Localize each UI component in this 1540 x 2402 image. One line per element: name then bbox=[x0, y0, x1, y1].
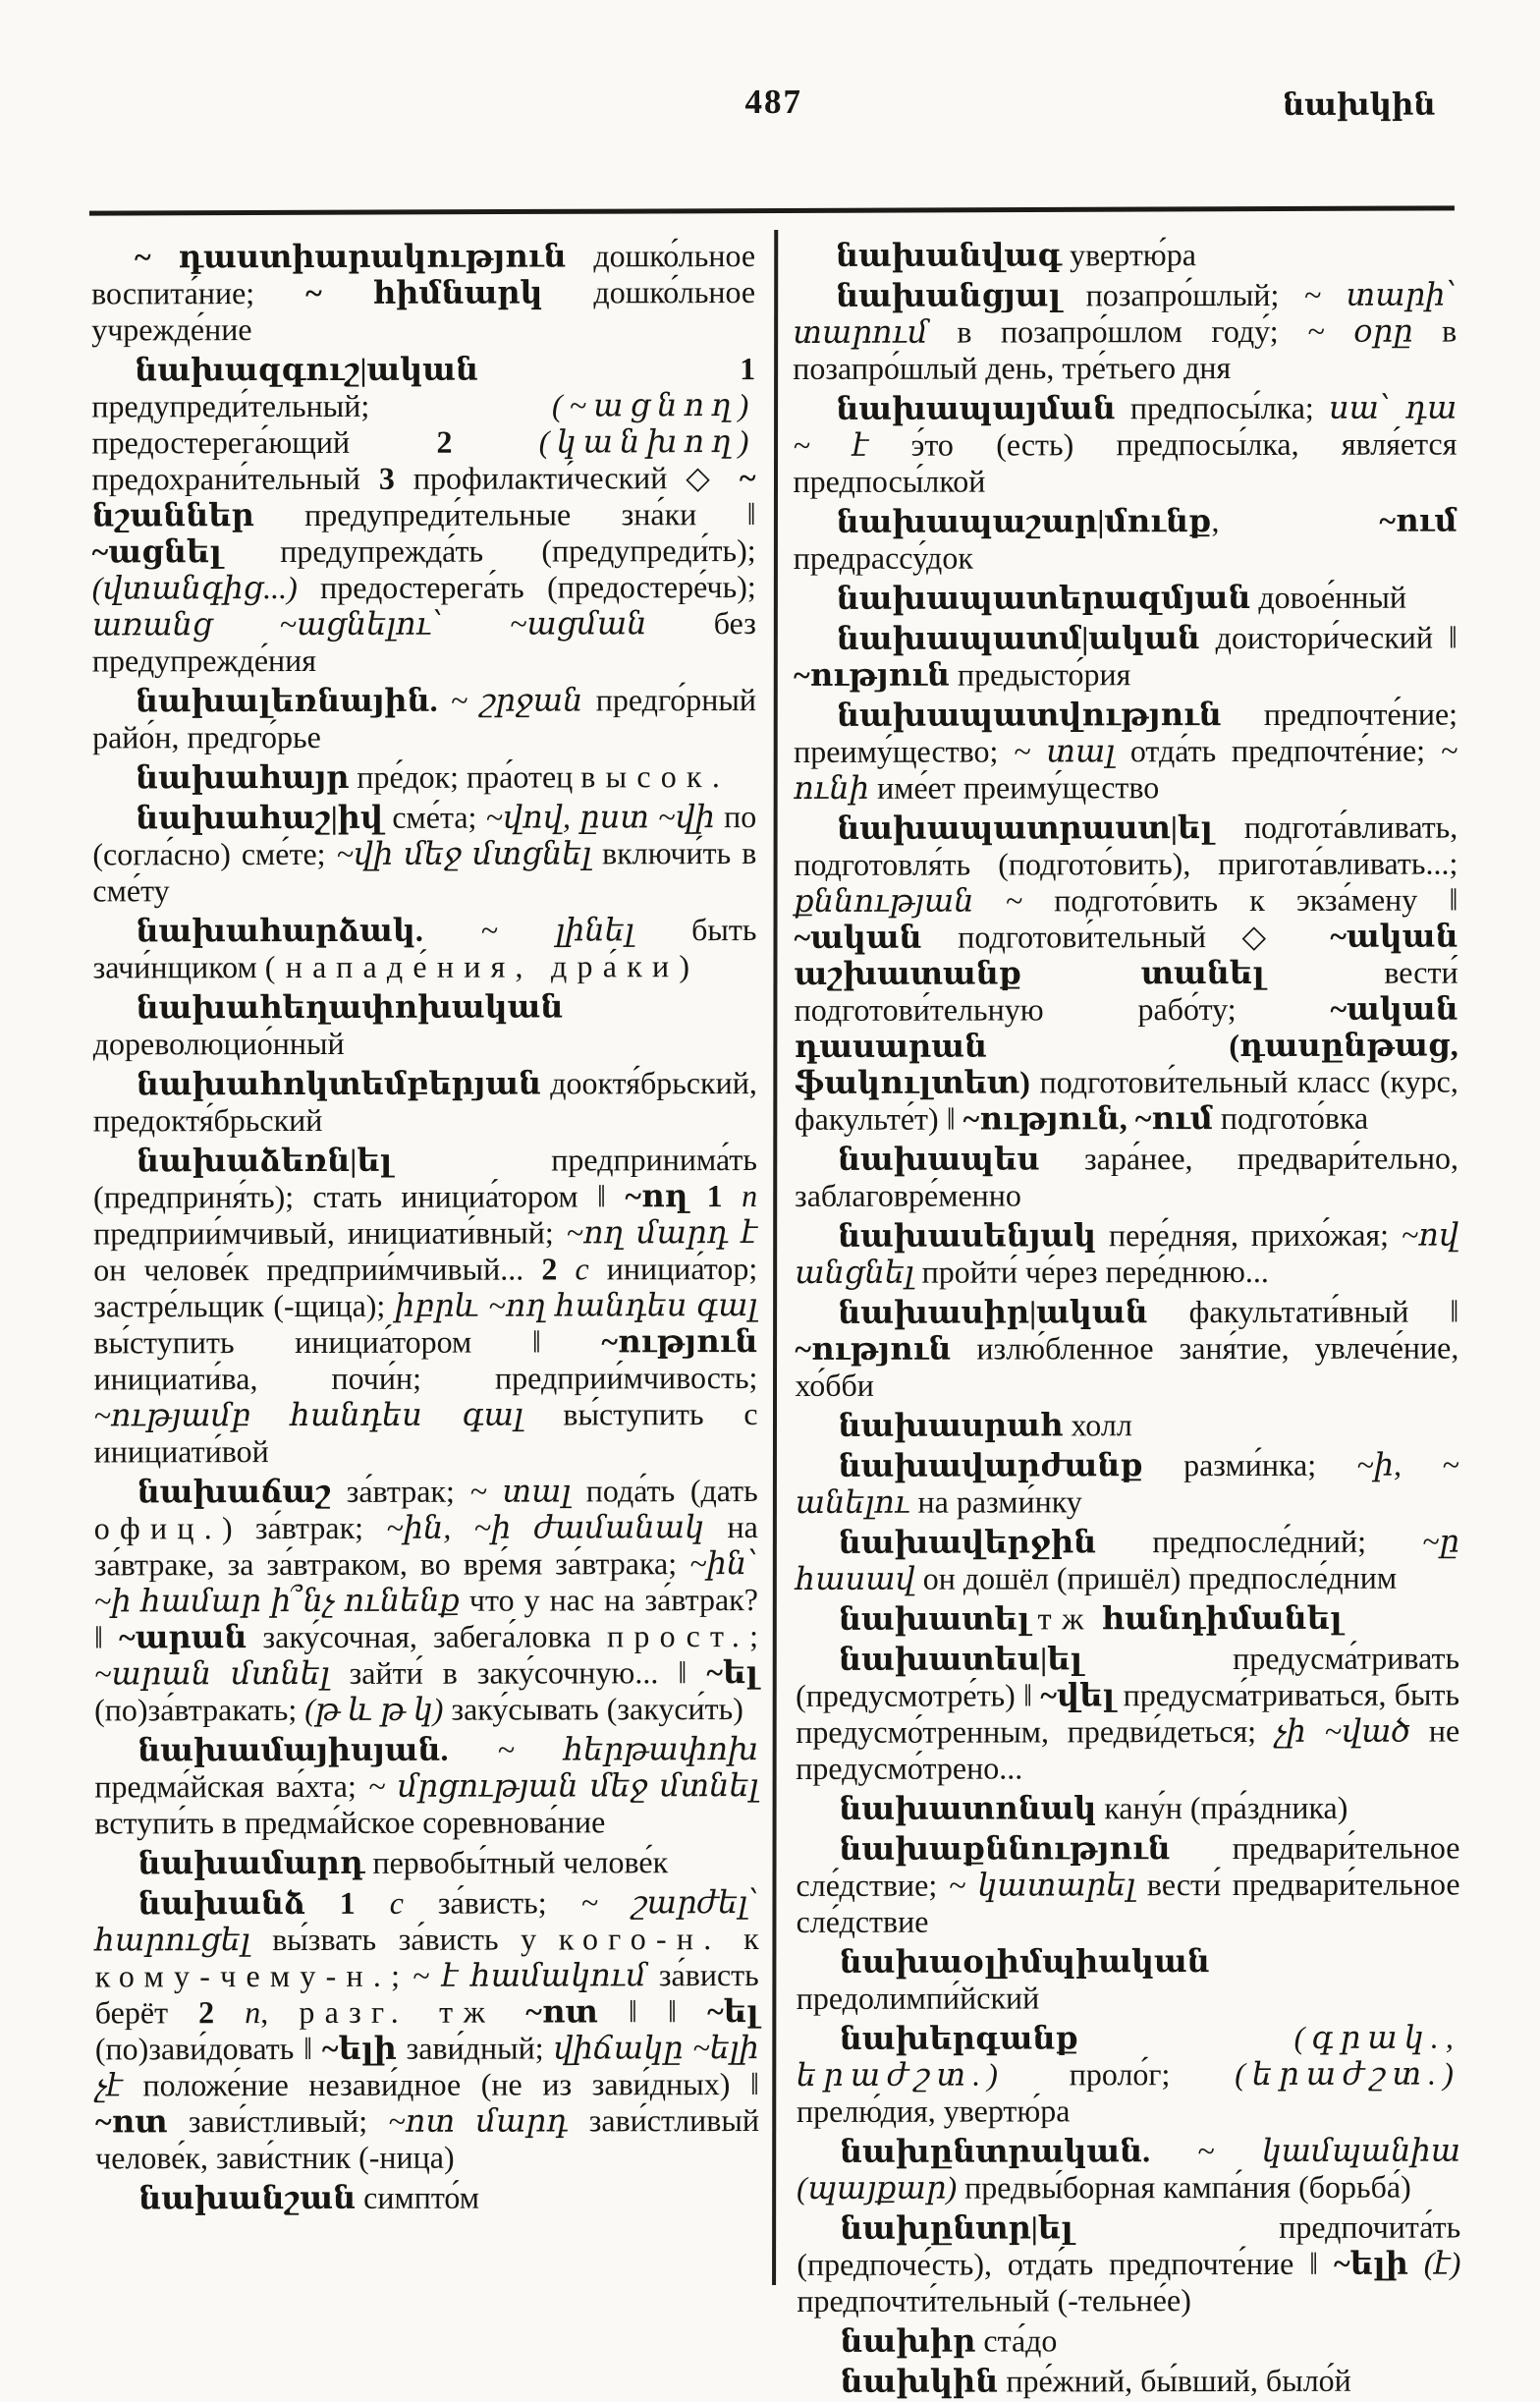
text-run: подготови́тельный класс (курс, факульте́т) ‖ bbox=[794, 1063, 1458, 1137]
headword-bold-run: ~ական դասարան (դասընթաց, ֆակուլտետ) bbox=[794, 990, 1458, 1100]
dictionary-entry bbox=[95, 1884, 760, 2176]
dictionary-entry bbox=[92, 682, 756, 755]
text-run: высок. bbox=[580, 758, 731, 795]
text-run: включи́ть в сме́ту bbox=[92, 835, 757, 909]
text-run: ; bbox=[749, 1618, 759, 1654]
text-run: не предусмо́трено... bbox=[796, 1712, 1460, 1786]
headword-bold-run: ~ելի bbox=[1333, 2245, 1408, 2281]
headword-bold-run: նախապատվություն bbox=[836, 697, 1222, 733]
text-run: предпочти́тельный (-тельне́е) bbox=[797, 2282, 1191, 2318]
text-run: предусма́триваться, быть предусмо́тренным, предви́деться; bbox=[796, 1676, 1460, 1750]
text-run: дореволюцио́нный bbox=[92, 1025, 345, 1062]
text-run: кому-чему-н. bbox=[94, 1957, 392, 1994]
text-run: ~ող մարդ է bbox=[566, 1214, 758, 1251]
text-run: (~ացնող) bbox=[551, 387, 756, 423]
headword-bold-run: ~ոտ bbox=[525, 1993, 598, 2030]
text-run: ~ի, ~ անելու bbox=[795, 1446, 1459, 1520]
text-run: в позапро́шлом году́; bbox=[927, 312, 1308, 350]
text-run bbox=[557, 1251, 575, 1286]
headword-bold-run: նախաճաշ bbox=[137, 1473, 332, 1510]
text-run bbox=[723, 1178, 742, 1213]
headword-bold-run: նախապատմ|ական bbox=[836, 620, 1200, 656]
headword-bold-run: նախանշան bbox=[138, 2179, 357, 2216]
text-run: ~ շրջան bbox=[450, 682, 583, 718]
text-run: на за́втраке, за за́втраком, во вре́мя за́втрака; bbox=[93, 1509, 758, 1583]
text-run bbox=[478, 351, 740, 387]
text-run: доистори́ческий ‖ bbox=[1199, 619, 1458, 656]
text-run: по (согла́сно) сме́те; bbox=[92, 799, 757, 872]
text-run: ~ին՝ ~ի համար ի՞նչ ունենք bbox=[93, 1545, 758, 1619]
dictionary-entry bbox=[94, 1731, 758, 1841]
text-run: инициати́ва, почи́н; предприи́мчивость; bbox=[93, 1360, 758, 1397]
dictionary-entry bbox=[795, 1294, 1458, 1404]
running-headword: նախկին bbox=[1282, 86, 1436, 122]
text-run: прост. bbox=[606, 1618, 750, 1654]
headword-bold-run: նախապայման bbox=[836, 390, 1116, 426]
text-run: первобы́тный челове́к bbox=[364, 1844, 669, 1880]
text-run: предвари́тельное сле́дствие; bbox=[796, 1829, 1460, 1903]
headword-bold-run: ~արան bbox=[119, 1619, 248, 1655]
text-run: ~ հերթափոխ bbox=[497, 1731, 759, 1767]
dictionary-entry bbox=[94, 1473, 759, 1728]
text-run: офиц. bbox=[93, 1510, 222, 1546]
dictionary-entry bbox=[794, 697, 1458, 807]
headword-bold-run: 1 bbox=[339, 1884, 356, 1921]
text-run bbox=[1078, 2020, 1294, 2055]
headword-bold-run: հանդիմանել bbox=[1101, 1599, 1343, 1637]
headword-bold-run: ~ություն, ~ում bbox=[962, 1100, 1213, 1137]
dictionary-entry bbox=[797, 2133, 1460, 2206]
text-run: предостерега́ющий bbox=[91, 423, 437, 461]
dictionary-entry bbox=[797, 2322, 1460, 2360]
text-run: ) за́втрак; bbox=[221, 1509, 387, 1546]
headword-bold-run: նախաօլիմպիական bbox=[839, 1943, 1210, 1980]
headword-bold-run: նախերգանք bbox=[839, 2020, 1078, 2056]
text-run: предпосы́лка; bbox=[1115, 389, 1330, 426]
text-run: предохрани́тельный bbox=[91, 460, 379, 497]
headword-bold-run: նախավերջին bbox=[838, 1524, 1097, 1560]
headword-bold-run: ~ նշաններ bbox=[91, 460, 756, 533]
headword-bold-run: ~ական bbox=[794, 919, 922, 955]
headword-bold-run: ~ դաստիարակություն bbox=[134, 238, 567, 275]
text-run: предго́рный райо́н, предго́рье bbox=[92, 682, 757, 755]
text-run: зави́стливый; bbox=[167, 2102, 389, 2140]
headword-bold-run: նախահայր bbox=[136, 758, 350, 796]
text-run bbox=[495, 1994, 525, 2030]
headword-bold-run: ~ություն bbox=[795, 1330, 952, 1367]
text-run: ~ին, ~ի ժամանակ bbox=[386, 1509, 705, 1545]
text-run: дошко́льное учрежде́ние bbox=[91, 274, 756, 348]
dictionary-entry bbox=[92, 912, 756, 985]
text-run: п bbox=[742, 1178, 758, 1214]
text-run: с bbox=[575, 1251, 589, 1287]
headword-bold-run: նախատոնակ bbox=[839, 1790, 1097, 1826]
text-run: довое́нный bbox=[1250, 579, 1407, 615]
text-run: вы́ступить с инициати́вой bbox=[93, 1396, 758, 1470]
headword-bold-run: 3 bbox=[378, 460, 395, 496]
headword-bold-run: նախամայիսյան. bbox=[138, 1731, 449, 1768]
text-run: (երաժշտ.) bbox=[1235, 2055, 1460, 2093]
text-run bbox=[1150, 2133, 1197, 2168]
text-run: профилакти́ческий ◇ bbox=[394, 460, 740, 496]
text-run: , bbox=[1211, 502, 1380, 539]
headword-bold-run: ~ելի bbox=[321, 2030, 397, 2066]
text-run: ~ տալ bbox=[1014, 733, 1116, 769]
headword-bold-run: ~վել bbox=[1040, 1677, 1116, 1713]
text-run: име́ет преиму́щество bbox=[869, 769, 1160, 806]
text-run: заку́сывать (закуси́ть) bbox=[443, 1691, 743, 1727]
headword-bold-run: նախահոկտեմբերյան bbox=[136, 1065, 542, 1102]
text-run: предупреди́тельные зна́ки ‖ bbox=[253, 496, 756, 533]
headword-bold-run: 2 bbox=[541, 1251, 558, 1287]
dictionary-entry bbox=[91, 238, 755, 348]
text-run: (թ և թ կ) bbox=[304, 1691, 444, 1727]
dictionary-entry bbox=[798, 2363, 1461, 2400]
headword-bold-run: նախընտրական. bbox=[840, 2133, 1151, 2169]
text-run: (է) bbox=[1423, 2245, 1461, 2281]
text-run: он дошёл (пришёл) предпосле́дним bbox=[914, 1559, 1398, 1596]
text-run bbox=[448, 1732, 497, 1767]
text-run: предпочита́ть (предпоче́сть), отда́ть предпочте́ние ‖ bbox=[797, 2208, 1461, 2282]
text-run: (по)за́втракать; bbox=[94, 1691, 305, 1728]
headword-bold-run: ~ել bbox=[706, 1654, 759, 1691]
headword-bold-run: նախասենյակ bbox=[838, 1217, 1097, 1254]
headword-bold-run: նախատես|ել bbox=[838, 1641, 1083, 1677]
text-run: вы́звать за́висть у bbox=[249, 1921, 559, 1958]
text-run: подгото́вка bbox=[1212, 1099, 1369, 1137]
headword-bold-run: նախանցյալ bbox=[836, 277, 1062, 313]
text-run: за́висть берёт bbox=[94, 1957, 759, 2031]
headword-bold-run: ~ություն bbox=[793, 656, 951, 693]
dictionary-entry bbox=[793, 237, 1457, 274]
text-run: заку́сочная, забега́ловка bbox=[247, 1618, 607, 1655]
headword-bold-run: նախալեռնային. bbox=[135, 682, 438, 719]
text-run: пере́дняя, прихо́жая; bbox=[1096, 1216, 1402, 1254]
dictionary-entry bbox=[94, 1844, 758, 1881]
dictionary-entry bbox=[795, 1141, 1458, 1214]
text-run bbox=[1094, 1600, 1102, 1636]
headword-bold-run: ~ում bbox=[1379, 502, 1458, 538]
text-run: что у нас на за́втрак? ‖ bbox=[93, 1582, 758, 1655]
text-run: ~ով անցնել bbox=[795, 1216, 1459, 1290]
headword-bold-run: ~ացնել bbox=[91, 533, 222, 570]
dictionary-entry bbox=[794, 620, 1458, 694]
headword-bold-run: ~ոտ bbox=[94, 2103, 168, 2140]
text-run: он челове́к предприи́мчивый... bbox=[93, 1251, 542, 1288]
text-run: факультати́вный ‖ bbox=[1147, 1293, 1459, 1330]
text-run bbox=[356, 1885, 390, 1921]
text-run: вы́ступить инициа́тором ‖ bbox=[93, 1323, 602, 1361]
text-run: быть зачи́нщиком bbox=[92, 912, 757, 985]
text-run: предысто́рия bbox=[949, 656, 1131, 693]
text-run: ~ ունի bbox=[794, 732, 1458, 806]
dictionary-entry bbox=[797, 2209, 1460, 2319]
text-run: ~ մրցության մեջ մտնել bbox=[368, 1767, 759, 1804]
headword-bold-run: նախատել bbox=[838, 1600, 1030, 1637]
text-run: ~ շարժել՝ հարուցել bbox=[94, 1884, 759, 1958]
text-run: ~ օրը bbox=[1307, 312, 1413, 349]
headword-bold-run: նախաձեռն|ել bbox=[136, 1142, 393, 1179]
dictionary-entry bbox=[795, 1217, 1458, 1291]
text-run: ‖ ‖ bbox=[597, 1993, 708, 2030]
text-run: подгото́вить к экза́мену ‖ bbox=[1022, 881, 1458, 919]
text-run: (կանխող) bbox=[538, 423, 756, 460]
dictionary-entry bbox=[797, 2020, 1460, 2130]
dictionary-entry bbox=[93, 988, 757, 1062]
text-run: предупрежда́ть (предупреди́ть); bbox=[221, 532, 756, 570]
text-run: предпочте́ние; преиму́щество; bbox=[794, 696, 1458, 769]
headword-bold-run: նախազգուշ|ական bbox=[135, 351, 479, 388]
dictionary-entry bbox=[95, 2179, 759, 2216]
text-run: сме́та; bbox=[383, 799, 486, 835]
text-run: пре́док; пра́отец bbox=[349, 758, 581, 795]
dictionary-entry bbox=[793, 390, 1457, 500]
dictionary-entry bbox=[796, 1524, 1459, 1597]
text-run: предма́йская ва́хта; bbox=[94, 1767, 369, 1805]
text-run: предвы́борная кампа́ния (борьба́) bbox=[957, 2168, 1411, 2206]
headword-bold-run: նախահաշ|իվ bbox=[136, 799, 384, 836]
text-run: ~ տալ bbox=[469, 1473, 572, 1509]
dictionary-entry bbox=[796, 1447, 1459, 1521]
text-run: разг. bbox=[299, 1993, 409, 2031]
text-run: дооктя́брьский, предоктя́брьский bbox=[92, 1065, 757, 1139]
dictionary-entry bbox=[797, 1943, 1460, 2017]
headword-bold-run: 1 bbox=[706, 1178, 723, 1214]
text-run: зайти́ в заку́сочную... ‖ bbox=[329, 1654, 707, 1691]
text-run: за́висть; bbox=[403, 1884, 581, 1921]
dictionary-entry bbox=[91, 351, 756, 679]
text-run: предупреди́тельный; bbox=[91, 387, 553, 424]
text-run bbox=[688, 1178, 706, 1213]
text-run: с bbox=[389, 1884, 404, 1921]
headword-bold-run: ~ող bbox=[625, 1178, 688, 1214]
text-run: ; bbox=[391, 1957, 412, 1993]
headword-bold-run: 2 bbox=[436, 423, 453, 460]
headword-bold-run: նախասիր|ական bbox=[838, 1294, 1148, 1330]
text-run: ~ությամբ հանդես գալ bbox=[93, 1396, 523, 1433]
text-run: симпто́м bbox=[356, 2179, 480, 2215]
text-run: позапро́шлый; bbox=[1061, 276, 1304, 313]
text-run bbox=[438, 683, 451, 718]
text-run: отда́ть предпочте́ние; bbox=[1115, 732, 1441, 769]
text-run: излю́бленное заня́тие, увлече́ние, хо́бби bbox=[795, 1329, 1459, 1403]
dictionary-entry bbox=[793, 277, 1457, 387]
dictionary-entry bbox=[93, 1142, 758, 1470]
text-run: ~ կամպանիա (պայքար) bbox=[797, 2132, 1461, 2206]
text-run bbox=[1030, 1600, 1038, 1636]
text-run: (գրակ., երաժշտ.) bbox=[796, 2019, 1460, 2093]
text-run: (нападе́ния, дра́ки) bbox=[264, 948, 700, 985]
headword-bold-run: նախահարձակ. bbox=[136, 912, 423, 949]
text-run: разми́нка; bbox=[1142, 1446, 1357, 1483]
headword-bold-run: նախապես bbox=[837, 1141, 1040, 1177]
dictionary-entry bbox=[796, 1790, 1459, 1827]
headword-bold-run: 2 bbox=[198, 1994, 215, 2031]
dictionary-entry bbox=[796, 1600, 1459, 1638]
text-run: вести́ подготови́тельную рабо́ту; bbox=[794, 954, 1458, 1028]
dictionary-entry bbox=[794, 580, 1458, 617]
headword-bold-run: նախամարդ bbox=[138, 1844, 365, 1881]
text-run: վիճակը ~ելի չէ bbox=[94, 2030, 759, 2103]
text-run: инициа́тор; застре́льщик (-щица); bbox=[93, 1251, 758, 1324]
text-run: зави́дный; bbox=[396, 2030, 554, 2066]
headword-bold-run: նախապատրաստ|ել bbox=[837, 810, 1213, 846]
text-run: кану́н (пра́здника) bbox=[1096, 1789, 1348, 1826]
dictionary-entry bbox=[794, 503, 1458, 577]
dictionary-entry bbox=[794, 810, 1458, 1138]
text-run: подгота́вливать, подготовля́ть (подгото́вить), пригота́вливать...; bbox=[794, 809, 1458, 882]
text-run: э́то (есть) предпосы́лка, явля́ется предпосы́лкой bbox=[793, 425, 1458, 499]
text-run: проло́г; bbox=[1004, 2056, 1236, 2093]
headword-bold-run: նախաքննություն bbox=[839, 1830, 1171, 1867]
left-column bbox=[91, 238, 759, 2216]
headword-bold-run: նախկին bbox=[840, 2363, 999, 2399]
text-run bbox=[214, 1994, 245, 2030]
text-run: зави́стливый челове́к, зави́стник (-ница) bbox=[95, 2102, 760, 2176]
text-run: (վտանգից...) bbox=[91, 570, 298, 606]
headword-bold-run: նախիր bbox=[840, 2322, 976, 2359]
text-run: ~ լինել bbox=[480, 912, 634, 948]
text-run: холл bbox=[1063, 1407, 1132, 1443]
headword-bold-run: 1 bbox=[740, 351, 756, 387]
headword-bold-run: նախընտր|ել bbox=[840, 2209, 1073, 2246]
text-run: тж bbox=[439, 1993, 496, 2030]
headword-bold-run: նախապատերազմյան bbox=[836, 579, 1251, 616]
text-run: вести́ предвари́тельное сле́дствие bbox=[796, 1866, 1460, 1939]
text-run: ~արան մտնել bbox=[94, 1654, 330, 1692]
text-run: (по)зави́довать ‖ bbox=[94, 2030, 322, 2067]
dictionary-entry bbox=[93, 1065, 757, 1139]
text-run: ~վի մեջ մտցնել bbox=[336, 835, 592, 871]
text-run bbox=[409, 1994, 439, 2030]
dictionary-entry bbox=[796, 1641, 1459, 1787]
text-run bbox=[305, 1885, 340, 1921]
text-run: առանց ~ացնելու՝ ~ացման bbox=[91, 605, 647, 642]
text-run: ~ է համակում bbox=[412, 1957, 647, 1993]
headword-bold-run: նախասրահ bbox=[838, 1407, 1064, 1443]
page-number: 487 bbox=[744, 82, 802, 122]
text-run: за́втрак; bbox=[331, 1473, 470, 1509]
headword-bold-run: նախահեղափոխական bbox=[136, 988, 564, 1026]
text-run: тж bbox=[1037, 1600, 1094, 1637]
text-run: ~ը հասավ bbox=[795, 1523, 1459, 1596]
text-run: ~ տարի՝ տարում bbox=[793, 276, 1458, 350]
text-run: на разми́нку bbox=[909, 1483, 1082, 1520]
text-run: ~ոտ մարդ bbox=[388, 2102, 569, 2139]
right-column bbox=[793, 237, 1461, 2400]
dictionary-entry bbox=[92, 799, 756, 909]
text-run: пройти́ че́рез пере́днюю... bbox=[913, 1253, 1269, 1290]
text-run: իբրև ~ող հանդես գալ bbox=[394, 1287, 758, 1323]
dictionary-entry bbox=[92, 758, 756, 796]
headword-bold-run: նախավարժանք bbox=[838, 1447, 1143, 1483]
text-run: п bbox=[245, 1994, 261, 2031]
text-run: предостерега́ть (предостере́чь); bbox=[297, 569, 756, 606]
headword-bold-run: նախանվագ bbox=[835, 237, 1063, 273]
text-run: кого-н. bbox=[558, 1921, 722, 1957]
text-run: սա՝ դա ~ է bbox=[793, 389, 1458, 463]
text-run: дошко́льное воспита́ние; bbox=[91, 238, 756, 311]
text-run: прелю́дия, увертю́ра bbox=[796, 2093, 1071, 2129]
text-run: без предупрежде́ния bbox=[91, 605, 756, 679]
dictionary-entry bbox=[796, 1830, 1459, 1940]
headword-bold-run: նախապաշար|մունք bbox=[836, 503, 1212, 539]
text-run: зара́нее, предвари́тельно, заблаговре́менно bbox=[794, 1140, 1458, 1213]
text-run: предолимпи́йский bbox=[796, 1980, 1040, 2016]
text-run: положе́ние незави́дное (не из зави́дных) ‖ bbox=[122, 2066, 759, 2103]
dictionary-entry bbox=[795, 1407, 1458, 1444]
text-run: предпринима́ть (предприня́ть); стать инициа́тором ‖ bbox=[92, 1142, 757, 1215]
column-divider bbox=[772, 230, 778, 2285]
headword-bold-run: նախանձ bbox=[138, 1884, 305, 1922]
text-run bbox=[1408, 2246, 1424, 2281]
text-run: вступи́ть в предма́йское соревнова́ние bbox=[94, 1804, 606, 1841]
header-rule bbox=[89, 205, 1455, 215]
text-run: предрассу́док bbox=[793, 539, 973, 576]
text-run: подготови́тельный ◇ bbox=[921, 918, 1331, 955]
text-run bbox=[452, 423, 538, 459]
text-run: пре́жний, бы́вший, было́й bbox=[998, 2362, 1351, 2399]
text-run: предприи́мчивый, инициати́вный; bbox=[93, 1214, 567, 1252]
text-run: предпосле́дний; bbox=[1096, 1523, 1423, 1560]
headword-bold-run: ~ական աշխատանք տանել bbox=[794, 918, 1458, 991]
text-run: ста́до bbox=[975, 2322, 1058, 2359]
text-run: увертю́ра bbox=[1062, 237, 1196, 273]
text-run: , bbox=[260, 1994, 300, 2031]
text-run: ~ կատարել bbox=[948, 1867, 1136, 1903]
headword-bold-run: ~ հիմնարկ bbox=[305, 274, 543, 310]
text-run: քննության ~ bbox=[794, 882, 1023, 919]
text-run: ~վով, ըստ ~վի bbox=[485, 799, 715, 835]
text-run: пода́ть (дать bbox=[571, 1473, 758, 1509]
text-run: предусма́тривать (предусмотре́ть) ‖ bbox=[796, 1640, 1460, 1713]
text-run: չի ~ված bbox=[1274, 1712, 1411, 1749]
text-run: к bbox=[721, 1921, 759, 1957]
text-run: в позапро́шлый день, тре́тьего дня bbox=[793, 312, 1458, 386]
headword-bold-run: ~ություն bbox=[601, 1323, 758, 1360]
headword-bold-run: ~ել bbox=[707, 1993, 759, 2030]
text-run bbox=[423, 913, 481, 948]
